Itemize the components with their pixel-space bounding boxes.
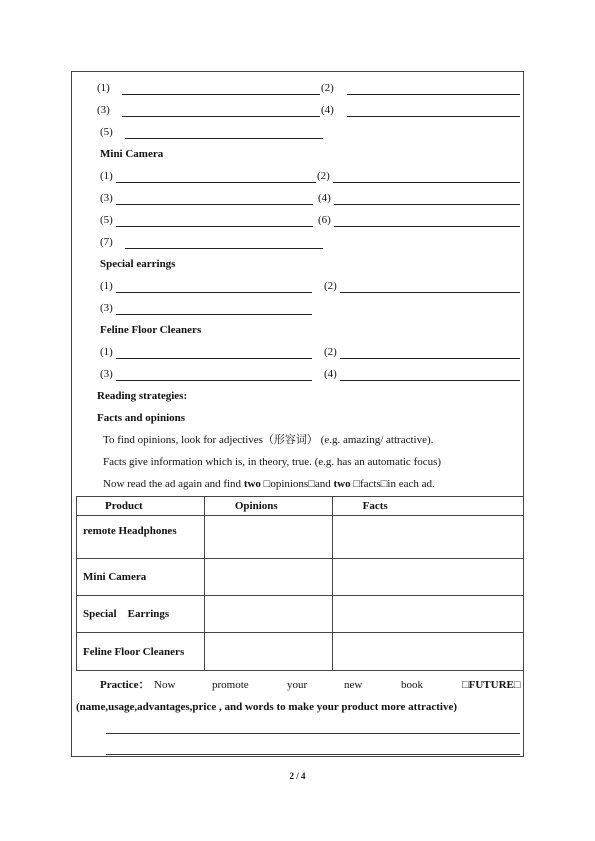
table-header: Product [77,497,205,516]
opinions-cell[interactable] [204,516,332,559]
instruction-emphasis: two [333,478,351,490]
answer-line[interactable] [333,182,520,183]
product-cell: Feline Floor Cleaners [77,633,205,671]
answer-line[interactable] [347,94,520,95]
practice-label: Practice： [100,679,150,691]
answer-line[interactable] [116,182,316,183]
table-row [77,559,524,596]
label-n3: (3) [100,302,113,314]
practice-word: book [401,679,423,691]
answer-line[interactable] [347,116,520,117]
label-n4: (4) [324,368,337,380]
answer-line[interactable] [116,226,313,227]
table-row [77,633,524,671]
table-row [77,516,524,559]
writing-line[interactable] [106,733,520,734]
label-n3: (3) [100,192,113,204]
product-cell: Mini Camera [77,559,205,596]
answer-line[interactable] [116,358,312,359]
label-n1: (1) [100,346,113,358]
answer-line[interactable] [334,204,520,205]
reading-line-opinions: To find opinions, look for adjectives（形容词） (e.g. amazing/ attractive). [103,434,434,446]
label-n2: (2) [317,170,330,182]
label-n5: (5) [100,214,113,226]
label-n6: (6) [318,214,331,226]
reading-line-facts: Facts give information which is, in theory, true. (e.g. has an automatic focus) [103,456,442,468]
label-n2: (2) [324,346,337,358]
answer-line[interactable] [122,94,320,95]
facts-cell[interactable] [332,516,523,559]
answer-line[interactable] [116,314,312,315]
facts-cell[interactable] [332,596,523,633]
practice-word: your [287,679,308,691]
table-header-row [77,497,524,516]
section-mini-camera: Mini Camera [100,148,164,160]
answer-line[interactable] [334,226,520,227]
writing-line[interactable] [106,754,520,755]
label-n3: (3) [97,104,110,116]
answer-line[interactable] [340,358,520,359]
reading-heading: Reading strategies: [97,390,188,402]
table-row [77,596,524,633]
instruction-part: □opinions□and [260,478,334,490]
label-n7: (7) [100,236,113,248]
opinions-cell[interactable] [204,559,332,596]
label-n3: (3) [100,368,113,380]
facts-cell[interactable] [332,559,523,596]
practice-word: Now [154,679,176,691]
label-n4: (4) [318,192,331,204]
opinions-cell[interactable] [204,633,332,671]
page-number: 2 / 4 [289,771,306,781]
instruction-emphasis: two [243,478,261,490]
facts-opinions-table [76,496,524,671]
label-n1: (1) [97,82,110,94]
answer-line[interactable] [116,292,312,293]
label-n2: (2) [324,280,337,292]
section-special-earrings: Special earrings [100,258,176,270]
answer-line[interactable] [340,380,520,381]
table-header: Opinions [204,497,332,516]
product-cell: Special Earrings [77,596,205,633]
answer-line[interactable] [125,138,323,139]
label-n1: (1) [100,280,113,292]
answer-line[interactable] [125,248,323,249]
answer-line[interactable] [122,116,320,117]
practice-book-title: □FUTURE□ [462,679,521,691]
label-n1: (1) [100,170,113,182]
product-cell: remote Headphones [77,516,205,559]
section-feline-floor-cleaners: Feline Floor Cleaners [100,324,202,336]
facts-cell[interactable] [332,633,523,671]
opinions-cell[interactable] [204,596,332,633]
instruction-part: Now read the ad again and find [103,478,244,490]
practice-word: new [344,679,363,691]
answer-line[interactable] [116,380,312,381]
reading-subheading: Facts and opinions [97,412,186,424]
reading-line-instruction [103,478,435,491]
label-n4: (4) [321,104,334,116]
answer-line[interactable] [116,204,313,205]
label-n2: (2) [321,82,334,94]
instruction-part: □facts□in each ad. [350,478,435,490]
practice-word: promote [212,679,249,691]
answer-line[interactable] [340,292,520,293]
practice-instruction: (name,usage,advantages,price , and words to make your product more attractive) [76,701,457,713]
label-n5: (5) [100,126,113,138]
table-header: Facts [332,497,523,516]
